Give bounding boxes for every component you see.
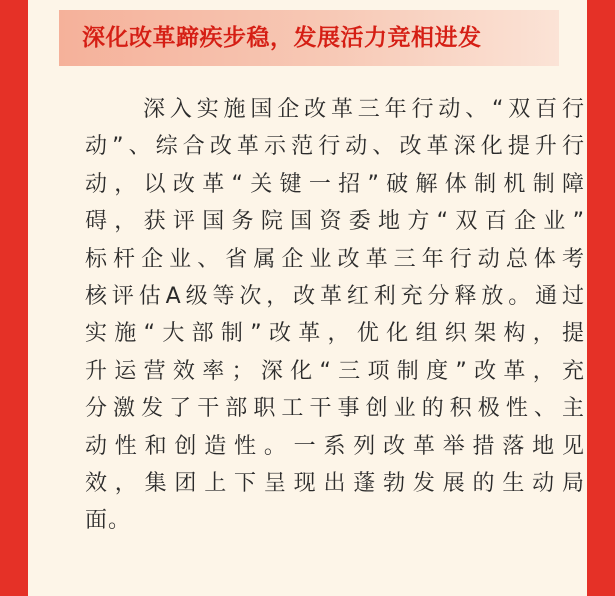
paragraph-line-1: 深入实施国企改革三年行动、“双百行 [143,97,585,122]
paragraph-line-3: 动，以改革“关键一招”破解体制机制障 [85,171,585,197]
paragraph-line-8: 升运营效率；深化“三项制度”改革，充 [85,358,585,384]
paragraph-line-7: 实施“大部制”改革，优化组织架构，提 [85,321,585,347]
paragraph-line-5: 标杆企业、省属企业改革三年行动总体考 [85,246,585,272]
paragraph-line-4: 碍，获评国务院国资委地方“双百企业” [85,209,585,235]
paragraph-line-10: 动性和创造性。一系列改革举措落地见 [85,433,585,459]
section-heading: 深化改革蹄疾步稳，发展活力竞相进发 [82,25,482,51]
body-paragraph [85,91,585,540]
paragraph-line-2: 动”、综合改革示范行动、改革深化提升行 [85,134,585,160]
left-red-border [0,0,28,596]
paragraph-line-11: 效，集团上下呈现出蓬勃发展的生动局 [85,471,585,497]
paragraph-line-6: 核评估A级等次，改革红利充分释放。通过 [85,284,585,310]
content-panel [28,0,587,596]
right-red-border [587,0,615,596]
paragraph-line-12: 面。 [85,508,132,534]
paragraph-line-9: 分激发了干部职工干事创业的积极性、主 [85,396,585,422]
